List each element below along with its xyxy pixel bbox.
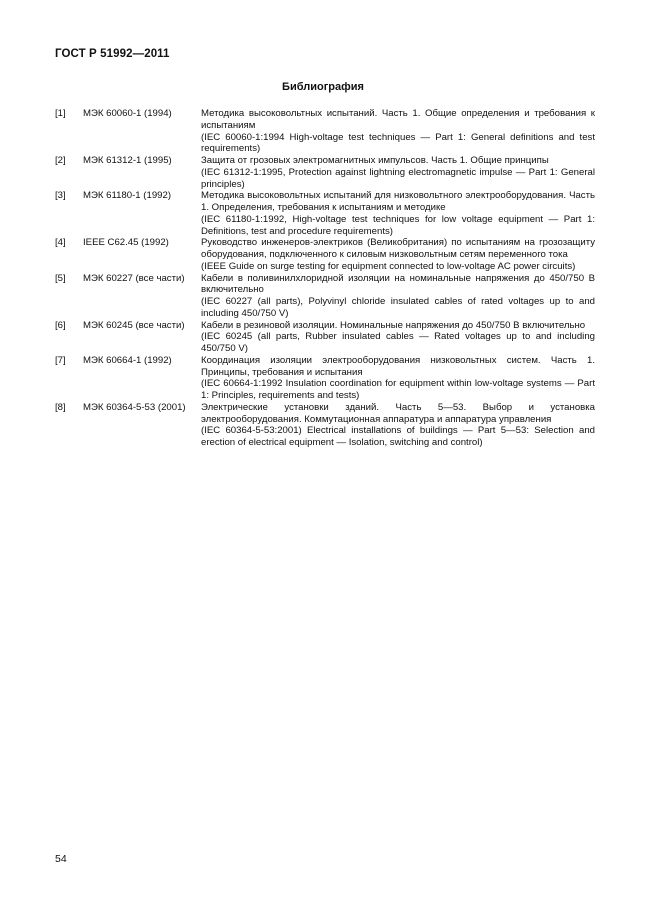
- entry-title-ru: Руководство инженеров-электриков (Великобритания) по испытаниям на грозозащиту оборудования, подключенного к силовым низковольтным сетям переменного тока: [201, 237, 595, 260]
- entry-title-en: (IEC 60227 (all parts), Polyvinyl chloride insulated cables of rated voltages up to and including 450/750 V): [201, 296, 595, 319]
- entry-title-ru: Электрические установки зданий. Часть 5—53. Выбор и установка электрооборудования. Коммутационная аппаратура и аппаратура управления: [201, 401, 595, 425]
- entry-number: [4]: [55, 237, 66, 249]
- entry-reference: МЭК 60664-1 (1992): [83, 354, 172, 366]
- entry-reference: МЭК 60227 (все части): [83, 272, 185, 284]
- entry-reference: МЭК 60060-1 (1994): [83, 108, 172, 119]
- entry-text: [201, 237, 595, 272]
- entry-number: [1]: [55, 108, 66, 119]
- entry-title-en: (IEC 61312-1:1995, Protection against lightning electromagnetic impulse — Part 1: General principles): [201, 166, 595, 190]
- bibliography-entry: [55, 273, 595, 320]
- entry-title-ru: Методика высоковольтных испытаний. Часть 1. Общие определения и требования к испытаниям: [201, 108, 595, 131]
- entry-text: [201, 108, 595, 155]
- bibliography-entry: [55, 108, 595, 155]
- page-number: 54: [55, 853, 67, 865]
- entry-title-ru: Защита от грозовых электромагнитных импульсов. Часть 1. Общие принципы: [201, 155, 549, 166]
- entry-title-en: (IEC 60060-1:1994 High-voltage test techniques — Part 1: General definitions and test requirements): [201, 131, 595, 155]
- entry-text: [201, 320, 595, 355]
- entry-title-ru: Кабели в резиновой изоляции. Номинальные напряжения до 450/750 В включительно: [201, 319, 586, 331]
- entry-title-en: (IEC 60245 (all parts, Rubber insulated cables — Rated voltages up to and including 450/750 V): [201, 331, 595, 354]
- bibliography-entry: [55, 155, 595, 190]
- entry-reference: МЭК 61180-1 (1992): [83, 190, 172, 202]
- document-code-header: ГОСТ Р 51992—2011: [55, 48, 170, 60]
- entry-number: [5]: [55, 272, 66, 284]
- bibliography-list: [55, 108, 595, 449]
- entry-title-en: (IEC 60664-1:1992 Insulation coordination for equipment within low-voltage systems — Part 1: Principles, requirements and tests): [201, 378, 595, 401]
- entry-number: [7]: [55, 354, 66, 366]
- entry-text: [201, 155, 595, 190]
- bibliography-entry: [55, 190, 595, 237]
- entry-title-en: (IEEE Guide on surge testing for equipment connected to low-voltage AC power circuits): [201, 260, 576, 272]
- entry-text: [201, 273, 595, 320]
- entry-title-ru: Кабели в поливинилхлоридной изоляции на номинальные напряжения до 450/750 В включительно: [201, 272, 595, 296]
- entry-reference: МЭК 61312-1 (1995): [83, 155, 172, 166]
- bibliography-entry: [55, 237, 595, 272]
- entry-text: [201, 355, 595, 402]
- page-title: Библиография: [282, 81, 364, 93]
- entry-number: [3]: [55, 190, 66, 202]
- entry-reference: МЭК 60245 (все части): [83, 319, 185, 331]
- entry-title-ru: Координация изоляции электрооборудования низковольтных систем. Часть 1. Принципы, требования и испытания: [201, 354, 595, 378]
- bibliography-entry: [55, 355, 595, 402]
- entry-number: [6]: [55, 319, 66, 331]
- entry-reference: IEEE C62.45 (1992): [83, 237, 169, 249]
- entry-number: [2]: [55, 155, 66, 166]
- entry-text: [201, 190, 595, 237]
- bibliography-entry: [55, 402, 595, 449]
- entry-number: [8]: [55, 401, 66, 413]
- entry-title-en: (IEC 60364-5-53:2001) Electrical installations of buildings — Part 5—53: Selection and erection of electrical equipment — Isolation, switching and control): [201, 425, 595, 448]
- entry-reference: МЭК 60364-5-53 (2001): [83, 401, 186, 413]
- entry-text: [201, 402, 595, 449]
- entry-title-en: (IEC 61180-1:1992, High-voltage test techniques for low voltage equipment — Part 1: Definitions, test and procedure requirements): [201, 213, 595, 237]
- entry-title-ru: Методика высоковольтных испытаний для низковольтного электрооборудования. Часть 1. Определения, требования к испытаниям и методике: [201, 190, 595, 213]
- bibliography-entry: [55, 320, 595, 355]
